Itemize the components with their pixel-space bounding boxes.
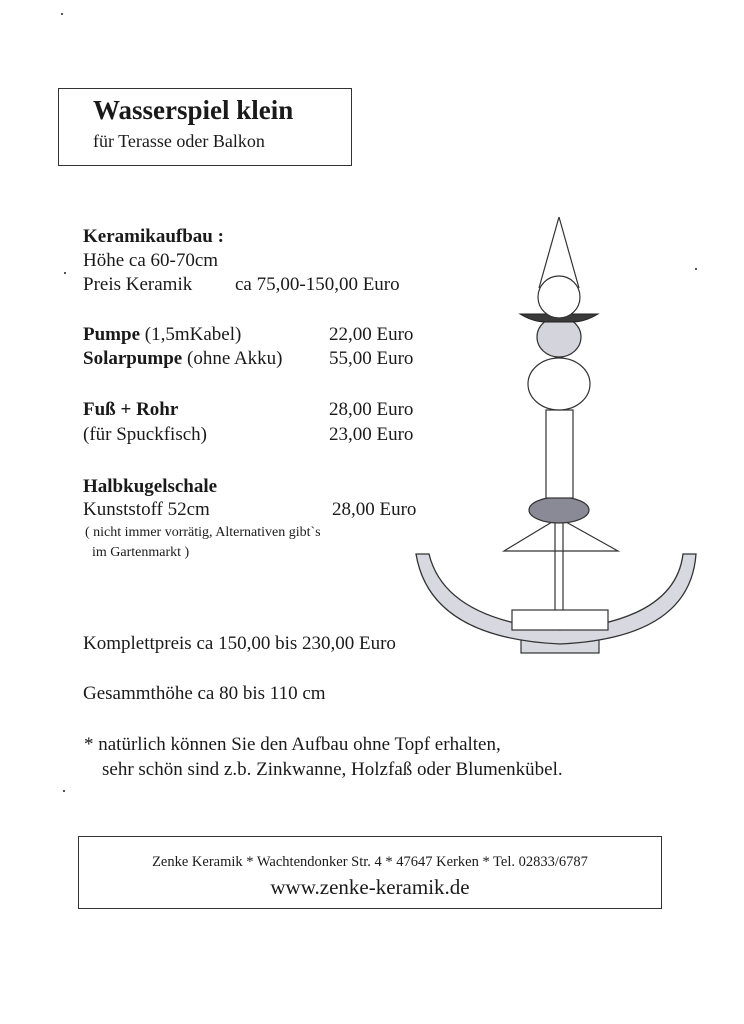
pumpe-name: Pumpe <box>83 324 140 345</box>
keramik-price-value: ca 75,00-150,00 Euro <box>235 274 400 295</box>
solarpumpe-detail: (ohne Akku) <box>182 348 283 369</box>
pedestal-block <box>512 610 608 630</box>
scan-speck <box>64 272 66 274</box>
fuss-sub-price: 23,00 Euro <box>329 424 414 445</box>
fuss-sub-label: (für Spuckfisch) <box>83 424 207 445</box>
grey-sphere <box>537 317 581 357</box>
keramik-height: Höhe ca 60-70cm <box>83 250 219 271</box>
komplettpreis: Komplettpreis ca 150,00 bis 230,00 Euro <box>83 633 396 654</box>
footer-website[interactable]: www.zenke-keramik.de <box>270 875 470 899</box>
column <box>546 410 573 498</box>
solarpumpe-item <box>83 348 283 370</box>
large-sphere <box>528 358 590 410</box>
spray-cone <box>504 522 618 551</box>
fuss-price: 28,00 Euro <box>329 399 414 420</box>
pumpe-item <box>83 324 241 346</box>
schale-note-line2: im Gartenmarkt ) <box>92 545 190 560</box>
page-subtitle: für Terasse oder Balkon <box>93 131 265 151</box>
dark-ellipse <box>529 497 589 523</box>
fuss-name: Fuß + Rohr <box>83 399 179 420</box>
schale-price: 28,00 Euro <box>332 499 417 520</box>
keramik-heading: Keramikaufbau : <box>83 226 224 247</box>
scan-speck <box>63 790 65 792</box>
schale-label: Kunststoff 52cm <box>83 499 210 520</box>
top-sphere <box>538 276 580 318</box>
pumpe-price: 22,00 Euro <box>329 324 414 345</box>
pumpe-detail: (1,5mKabel) <box>140 324 242 345</box>
footer-box <box>78 836 662 909</box>
page-title: Wasserspiel klein <box>93 95 294 125</box>
footer-address: Zenke Keramik * Wachtendonker Str. 4 * 47647 Kerken * Tel. 02833/6787 <box>152 854 588 870</box>
title-box <box>58 88 352 166</box>
fountain-illustration <box>400 210 700 660</box>
schale-heading: Halbkugelschale <box>83 476 218 497</box>
scan-speck <box>61 13 63 15</box>
schale-note-line1: ( nicht immer vorrätig, Alternativen gibt`s <box>85 525 321 540</box>
solarpumpe-name: Solarpumpe <box>83 348 183 369</box>
solarpumpe-price: 55,00 Euro <box>329 348 414 369</box>
hinweis-line2: sehr schön sind z.b. Zinkwanne, Holzfaß oder Blumenkübel. <box>102 759 563 780</box>
gesamthoehe: Gesammthöhe ca 80 bis 110 cm <box>83 683 326 704</box>
keramik-price-label: Preis Keramik <box>83 274 193 295</box>
hinweis-line1: * natürlich können Sie den Aufbau ohne Topf erhalten, <box>84 734 501 755</box>
